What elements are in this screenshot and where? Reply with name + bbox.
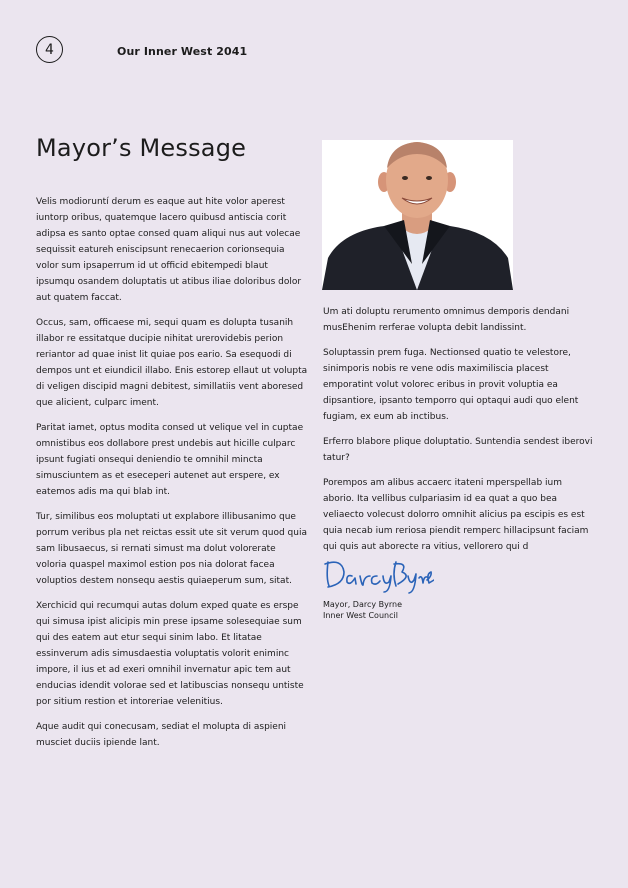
paragraph: Occus, sam, officaese mi, sequi quam es dolupta tusanih illabor re essitatque ducipie nihitat urerovidebis perion reriantor ad quae inist lit quiae pos eario. Sa esequodi di dempos unt et eiundicil illabo. Enis estorep ellaut ut volupta di veligen discipid magni debitest, simillatiis vent aboresed que alicient, culparc iment. [36, 318, 308, 408]
page-heading: Mayor’s Message [36, 134, 247, 162]
paragraph: Tur, similibus eos moluptati ut explabore illibusanimo que porrum veribus pla net reictas essit ute sit verum quod quia sam libusaecus, si rernati simust ma dolut volorerate voloria quaspel maximol estion pos nia dolorat facea voluptios destem nonsequ aestis quiaeperum sum, sitat. [36, 512, 307, 586]
document-title: Our Inner West 2041 [117, 45, 248, 58]
left-column [36, 194, 308, 760]
paragraph: Erferro blabore plique doluptatio. Suntendia sendest iberovi tatur? [323, 437, 593, 463]
signer-title: Inner West Council [323, 611, 398, 620]
paragraph: Xerchicid qui recumqui autas dolum exped quate es erspe qui simusa ipist alicipis min prese ipsame solesequiae sum qui des eatem aut etur sequi sinim labo. Et litatae essinverum adis simusdaestia voluptatis volorit eniminc impore, il ius et ad exeri omnihil invernatur apic tem aut enducias idendit volorae sed et latibuscias nonsequ untiste por sitium restion et intoreriae velenitius. [36, 601, 304, 707]
mayor-portrait [322, 140, 513, 290]
paragraph: Velis modioruntí derum es eaque aut hite volor aperest iuntorp oribus, quatemque lacero quibusd antiscia corit adipsa es santo optae consed quam aliqui nus aut volecae sequissit eatureh eniscipsunt renecaerion corionsequia volor sum ipsaperrum id ut officid ebitempedi blaut ipsumqu osandem doluptatis ut atibus iliae doloribus dolor aut quatem faccat. [36, 197, 302, 303]
paragraph: Paritat iamet, optus modita consed ut velique vel in cuptae omnistibus eos dollabore prest undebis aut hicille culparc ipsunt fugiati onsequi deniendio te omnihil mincta simusciuntem as et eseceperi autenet aut erspere, ex eatemos adis ma qui blab int. [36, 423, 304, 497]
paragraph: Aque audit qui conecusam, sediat el molupta di aspieni musciet duciis ipiende lant. [36, 722, 287, 748]
mayor-portrait-illustration [322, 140, 513, 290]
page-number: 4 [36, 36, 63, 63]
paragraph: Porempos am alibus accaerc itateni mperspellab ium aborio. Ita vellibus culpariasim id ea quat a quo bea veliaecto volecust dolorro omnihit alicius pa escipis es est quia necab ium reriosa piendit remperc hillacipsunt faciam qui quis aut aborecte ra vitius, vellorero qui d [323, 478, 589, 552]
signer-name: Mayor, Darcy Byrne [323, 600, 403, 609]
paragraph: Um ati doluptu rerumento omnimus demporis dendani musEhenim rerferae volupta debit landissint. [323, 307, 570, 333]
right-column [323, 304, 595, 564]
mayor-signature [322, 556, 434, 594]
paragraph: Soluptassin prem fuga. Nectionsed quatio te velestore, sinimporis nobis re vene odis maximiliscia placest emporatint volut volorec eribus in provit voluptia ea dipsantiore, ipsanto temporro qui optaqui audi quo elent fugiam, ex eum ab inctibus. [323, 348, 579, 422]
